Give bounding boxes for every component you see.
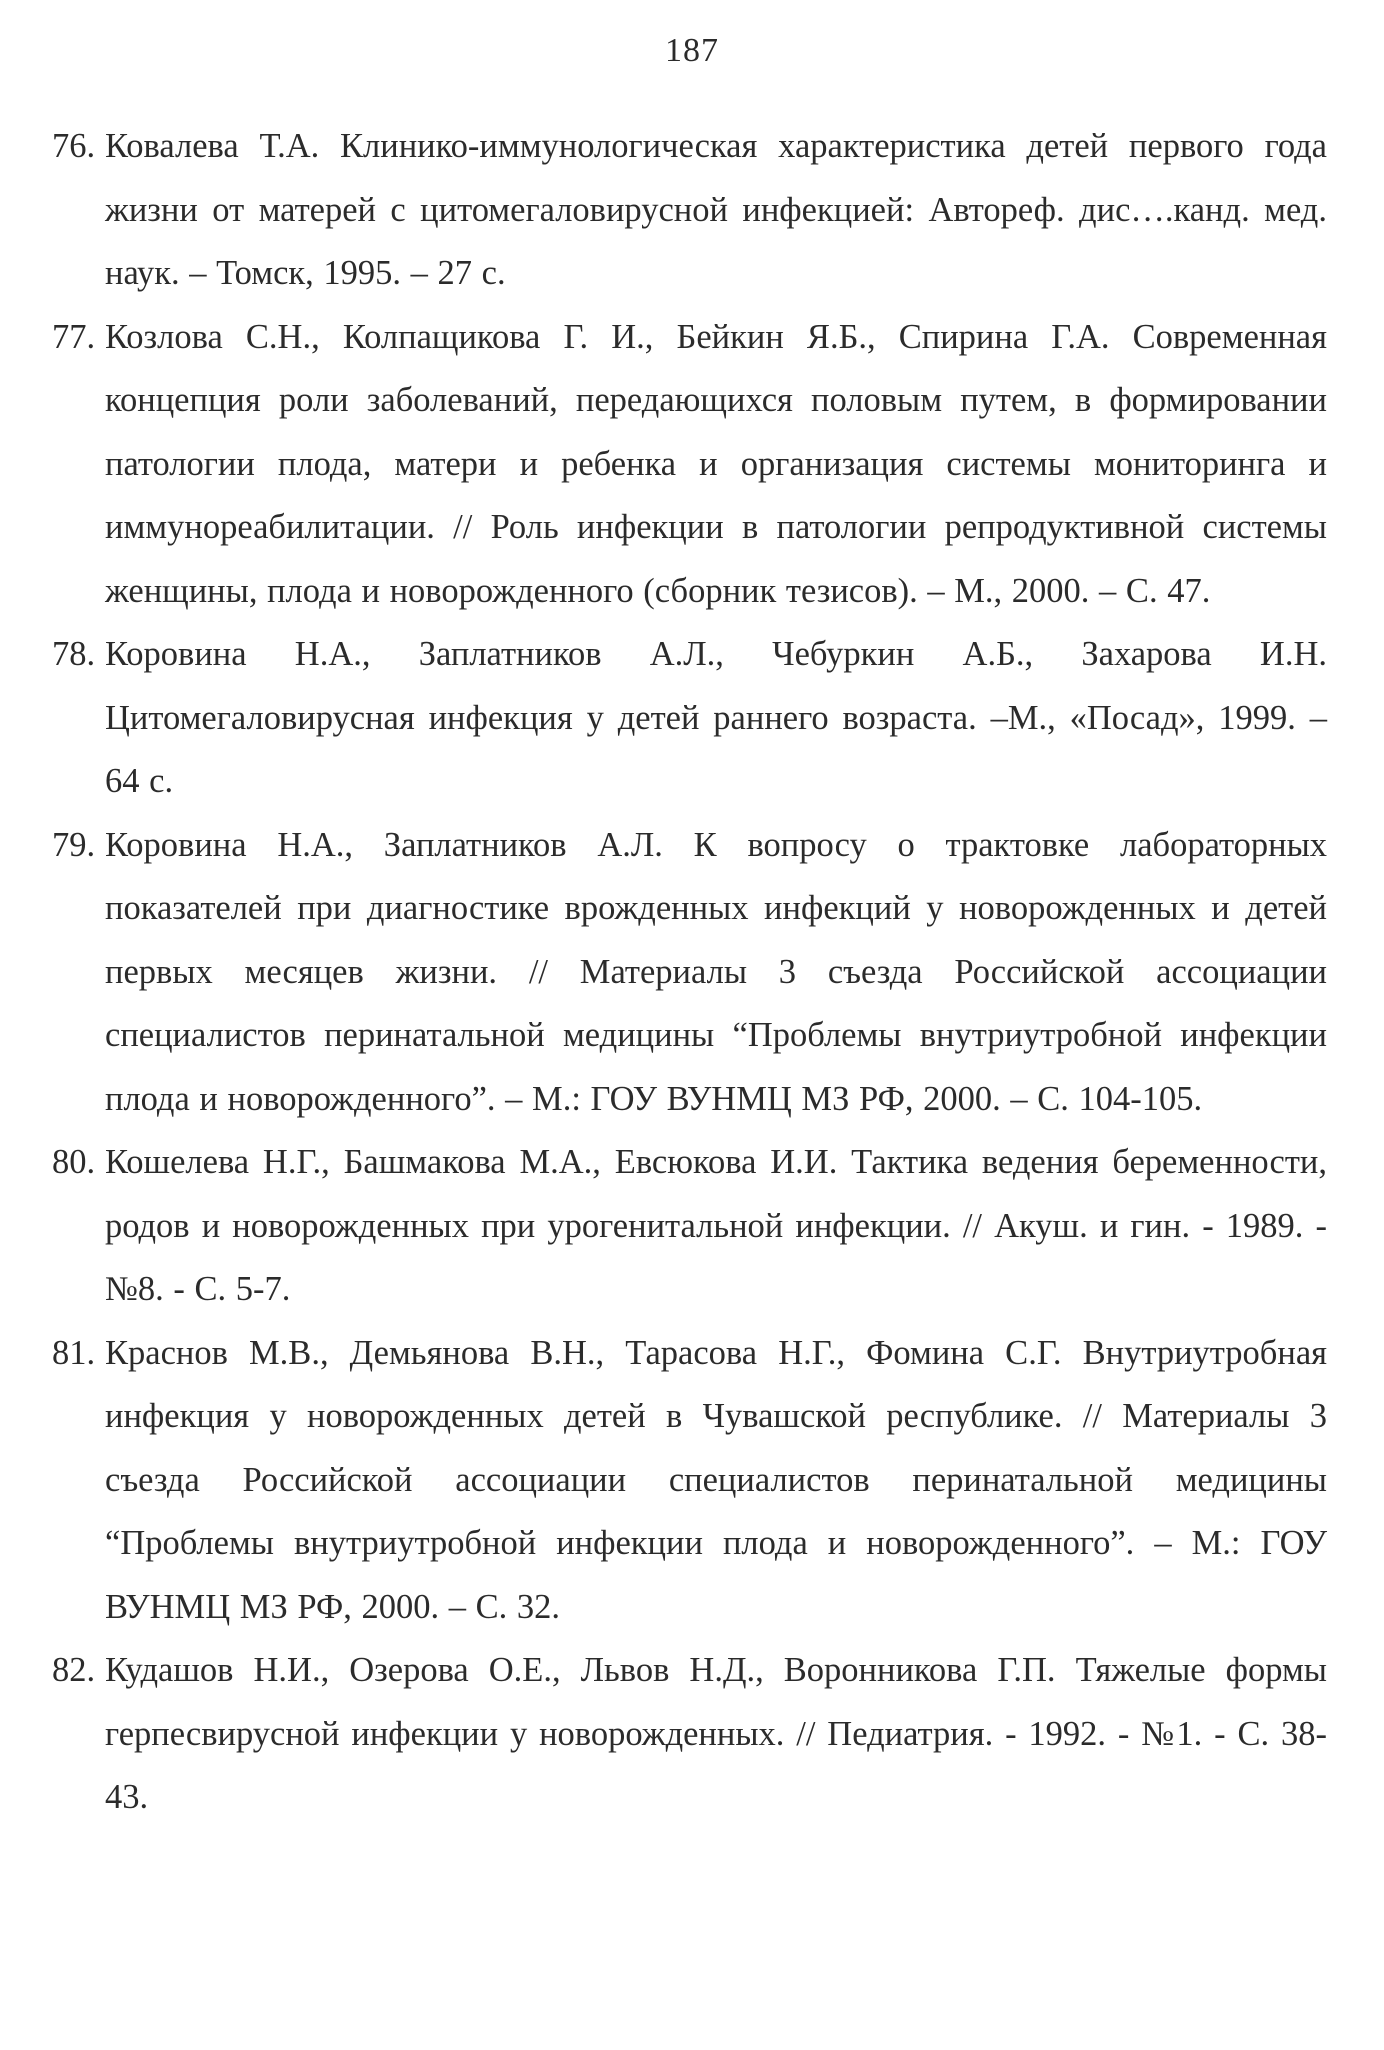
reference-text: Коровина Н.А., Заплатников А.Л., Чебуркин А.Б., Захарова И.Н. Цитомегаловирусная инфекция у детей раннего возраста. –М., «Посад», 1999. – 64 с. [105,635,1327,800]
reference-text: Краснов М.В., Демьянова В.Н., Тарасова Н.Г., Фомина С.Г. Внутриутробная инфекция у новорожденных детей в Чувашской республике. // Материалы 3 съезда Российской ассоциации специалистов перинатальной медицины “Проблемы внутриутробной инфекции плода и новорожденного”. – М.: ГОУ ВУНМЦ МЗ РФ, 2000. – С. 32. [105,1333,1327,1626]
reference-number: 78. [52,635,96,673]
reference-number: 81. [52,1333,96,1372]
reference-item [52,814,1327,1132]
reference-number: 80. [52,1143,96,1181]
reference-text: Кошелева Н.Г., Башмакова М.А., Евсюкова И.И. Тактика ведения беременности, родов и новорожденных при урогенитальной инфекции. // Акуш. и гин. - 1989. - №8. - С. 5-7. [105,1143,1327,1308]
page-number: 187 [665,32,719,69]
reference-text: Козлова С.Н., Колпащикова Г. И., Бейкин Я.Б., Спирина Г.А. Современная концепция роли заболеваний, передающихся половым путем, в формировании патологии плода, матери и ребенка и организация системы мониторинга и иммунореабилитации. // Роль инфекции в патологии репродуктивной системы женщины, плода и новорожденного (сборник тезисов). – М., 2000. – С. 47. [105,317,1327,610]
reference-item [52,623,1327,814]
reference-number: 82. [52,1651,96,1689]
reference-number: 76. [52,127,96,165]
reference-list [52,115,1327,1830]
reference-item [52,1322,1327,1640]
reference-number: 77. [52,317,96,356]
reference-number: 79. [52,825,96,864]
reference-text: Кудашов Н.И., Озерова О.Е., Львов Н.Д., Воронникова Г.П. Тяжелые формы герпесвирусной инфекции у новорожденных. // Педиатрия. - 1992. - №1. - С. 38-43. [105,1651,1327,1816]
reference-item [52,115,1327,306]
reference-text: Ковалева Т.А. Клинико-иммунологическая характеристика детей первого года жизни от матерей с цитомегаловирусной инфекцией: Автореф. дис….канд. мед. наук. – Томск, 1995. – 27 с. [105,127,1327,292]
reference-item [52,1131,1327,1322]
reference-item [52,1639,1327,1830]
reference-text: Коровина Н.А., Заплатников А.Л. К вопросу о трактовке лабораторных показателей при диагностике врожденных инфекций у новорожденных и детей первых месяцев жизни. // Материалы 3 съезда Российской ассоциации специалистов перинатальной медицины “Проблемы внутриутробной инфекции плода и новорожденного”. – М.: ГОУ ВУНМЦ МЗ РФ, 2000. – С. 104-105. [105,825,1327,1118]
reference-item [52,306,1327,624]
